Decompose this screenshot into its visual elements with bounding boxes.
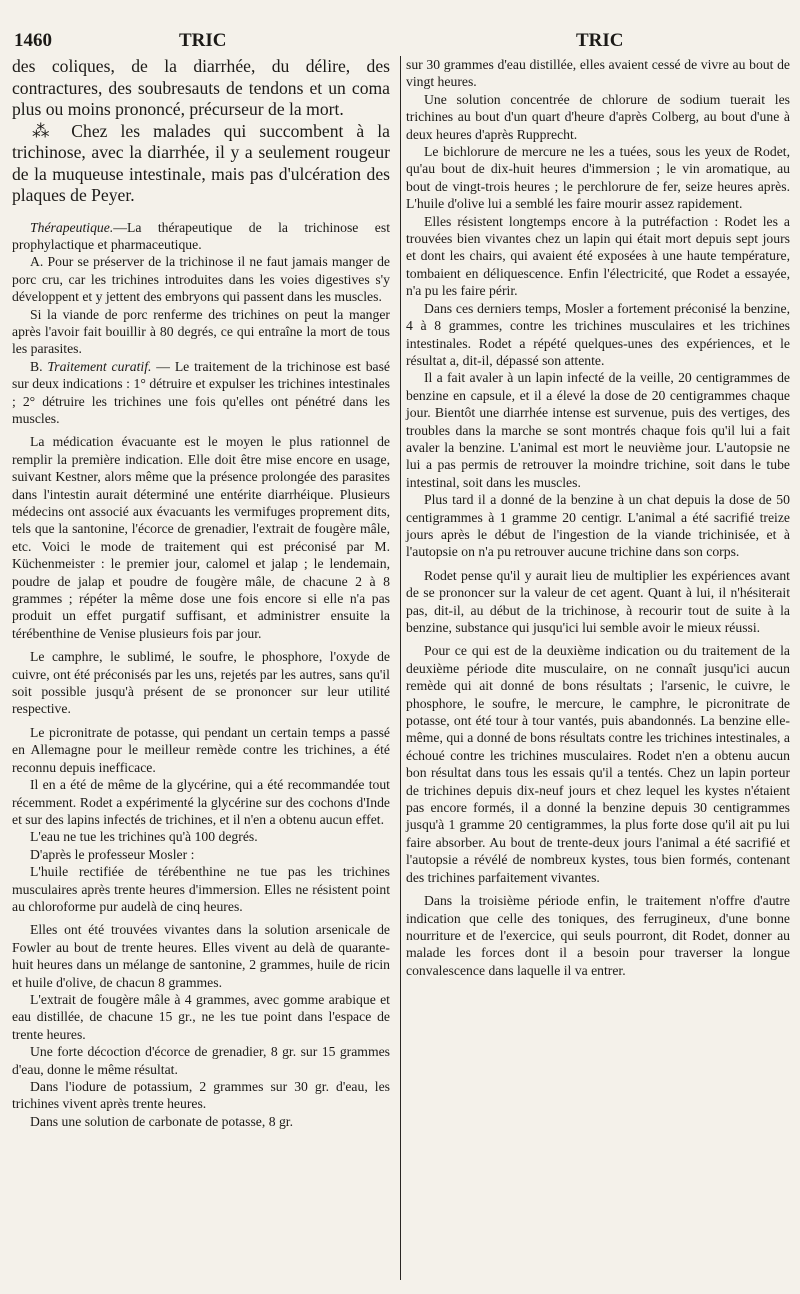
body-paragraph: Pour ce qui est de la deuxième indication ou du traitement de la deuxième période dite musculaire, on ne connaît jusqu'ici aucun remède qui ait donné de bons résultats ; l'arsenic, le cuivre, le phosphore, le soufre, le mercure, le camphre, le picronitrate de potasse, ont été tour à tour vantés, puis abandonnés. La benzine elle-même, qui a donné de bons résultats contre les trichines intestinales, a échoué contre les trichines musculaires. Rodet n'en a obtenu aucun bon résultat dans tous les essais qu'il a tentés. Chez un lapin porteur de trichines depuis dix-neuf jours et chez lequel les kystes n'étaient pas encore formés, il a donné la benzine depuis 30 centigrammes jusqu'à 1 gramme 20 centigrammes, la plus forte dose qu'il ait pu lui faire absorber. Au bout de trente-deux jours l'animal a été sacrifié et l'autopsie a révélé de nombreux kystes, tous bien formés, contenant des trichines parfaitement vivantes. [406, 643, 790, 885]
therapeutique-text: —La thérapeutique de la trichinose est prophylactique et pharmaceutique. [12, 219, 390, 252]
column-divider [400, 56, 401, 1280]
body-paragraph: Le picronitrate de potasse, qui pendant un certain temps a passé en Allemagne pour le meilleur remède contre les trichines, a été reconnu depuis inefficace. [12, 724, 390, 775]
body-paragraph: L'eau ne tue les trichines qu'à 100 degrés. [30, 829, 258, 845]
therapeutique-label: Thérapeutique. [30, 219, 114, 235]
body-paragraph: Le camphre, le sublimé, le soufre, le phosphore, l'oxyde de cuivre, ont été préconisés par les uns, rejetés par les autres, sans qu'il soit possible jusqu'à présent de se prononcer sur leur utilité respective. [12, 649, 390, 717]
intro-paragraph: ⁂ Chez les malades qui succombent à la trichinose, avec la diarrhée, il y a seulement rougeur de la muqueuse intestinale, mais pas d'ulcération des plaques de Peyer. [12, 120, 390, 205]
intro-paragraph: des coliques, de la diarrhée, du délire, des contractures, des soubresauts de tendons et un coma plus ou moins prononcé, précurseur de la mort. [12, 56, 390, 119]
left-column [12, 56, 390, 1130]
body-paragraph: A. Pour se préserver de la trichinose il ne faut jamais manger de porc cru, car les trichines introduites dans les voies digestives s'y développent et y jettent des embryons qui passent dans les muscles. [12, 254, 390, 305]
body-paragraph: Dans ces derniers temps, Mosler a fortement préconisé la benzine, 4 à 8 grammes, contre les trichines musculaires et les trichines intestinales. Rodet a répété quelques-unes des expériences, et le résultat a, dit-il, dépassé son attente. [406, 300, 790, 368]
body-paragraph: Rodet pense qu'il y aurait lieu de multiplier les expériences avant de se prononcer sur la valeur de cet agent. Quant à lui, il n'hésiterait pas, dit-il, au début de la trichinose, à recourir tout de suite à la benzine, substance qui jusqu'ici lui semble avoir le mieux réussi. [406, 567, 790, 635]
right-column [406, 56, 790, 979]
body-paragraph: Le bichlorure de mercure ne les a tuées, sous les yeux de Rodet, qu'au bout de dix-huit heures d'immersion ; le vin aromatique, au bout de vingt-trois heures ; le perchlorure de fer, seize heures après. L'huile d'olive lui a semblé les faire mourir assez rapidement. [406, 144, 790, 212]
traitement-curatif-label: Traitement curatif. [47, 358, 152, 374]
body-paragraph: Une solution concentrée de chlorure de sodium tuerait les trichines au bout d'un quart d'heure d'après Colberg, au bout d'une à deux heures d'après Rupprecht. [406, 91, 790, 142]
body-paragraph: Elles résistent longtemps encore à la putréfaction : Rodet les a trouvées bien vivantes chez un lapin qui était mort depuis sept jours et dont les chairs, qui avaient été exposées à une haute température, tombaient en déliquescence. Enfin l'électricité, que Rodet a essayée, n'a pu les faire périr. [406, 213, 790, 299]
body-paragraph: sur 30 grammes d'eau distillée, elles avaient cessé de vivre au bout de vingt heures. [406, 57, 790, 90]
body-paragraph: Elles ont été trouvées vivantes dans la solution arsenicale de Fowler au bout de trente heures. Elles vivent au delà de quarante-huit heures dans un mélange de santonine, 2 grammes, huile de ricin et huile d'olive, de chacun 8 grammes. [12, 922, 390, 990]
body-paragraph: Dans l'iodure de potassium, 2 grammes sur 30 gr. d'eau, les trichines vivent après trente heures. [12, 1079, 390, 1112]
body-paragraph: L'huile rectifiée de térébenthine ne tue pas les trichines musculaires après trente heures d'immersion. Elles ne résistent point au chloroforme pur audelà de cinq heures. [12, 864, 390, 914]
page-header [14, 30, 786, 54]
therapeutique-paragraph [12, 219, 390, 254]
body-paragraph: Plus tard il a donné de la benzine à un chat depuis la dose de 50 centigrammes à 1 gramme 20 centigr. L'animal a été sacrifié treize jours après le début de l'ingestion de la viande trichinisée, et à l'autopsie on n'a pu retrouver aucune trichine dans son corps. [406, 492, 790, 560]
traitement-curatif-text: — Le traitement de la trichinose est basé sur deux indications : 1° détruire et expulser les trichines intestinales ; 2° détruire les trichines une fois qu'elles ont pénétré dans les muscles. [12, 358, 391, 426]
traitement-curatif-paragraph [12, 358, 390, 428]
body-paragraph: La médication évacuante est le moyen le plus rationnel de remplir la première indication. Elle doit être mise encore en usage, suivant Kestner, alors même que la présence prolongée des parasites dans l'intestin aurait déterminé une entérite diarrhéique. Plusieurs médecins ont associé aux évacuants les vermifuges proprement dits, tels que la santonine, l'écorce de grenadier, l'extrait de fougère mâle, etc. Voici le mode de traitement qui est préconisé par M. Küchenmeister : le premier jour, calomel et jalap ; le lendemain, poudre de jalap et poudre de fougère mâle, de chacune 2 à 8 grammes ; répéter la même dose une fois encore si elle n'a pas produit un effet purgatif suffisant, et administrer ensuite la térébenthine de Venise plusieurs fois par jour. [12, 434, 390, 641]
body-paragraph: Dans une solution de carbonate de potasse, 8 gr. [30, 1113, 294, 1129]
body-paragraph: Il a fait avaler à un lapin infecté de la veille, 20 centigrammes de benzine en capsule, et il a élevé la dose de 20 centigrammes chaque jour. Bientôt une diarrhée intense est survenue, puis des vertiges, des troubles dans la marche se sont montrés chaque fois qu'il lui a fait avaler la benzine. L'animal est mort le neuvième jour. L'autopsie ne lui a pas permis de retrouver la moindre trichine, soit dans le tube intestinal, soit dans les muscles. [406, 370, 790, 490]
running-title-right: TRIC [576, 30, 624, 51]
body-paragraph: D'après le professeur Mosler : [30, 846, 195, 862]
body-paragraph: Il en a été de même de la glycérine, qui a été recommandée tout récemment. Rodet a expérimenté la glycérine sur des cochons d'Inde et sur des lapins infectés de trichines, et il n'en a obtenu aucun effet. [12, 777, 390, 827]
page-number: 1460 [14, 30, 52, 51]
body-paragraph: Dans la troisième période enfin, le traitement n'offre d'autre indication que celle des toniques, des ferrugineux, d'une bonne nourriture et de l'exercice, qui seuls pourront, dit Rodet, donner au malade les forces dont il a besoin pour traverser la longue convalescence dans laquelle il va entrer. [406, 893, 790, 978]
body-paragraph: L'extrait de fougère mâle à 4 grammes, avec gomme arabique et eau distillée, de chacune 15 gr., ne les tue point dans l'espace de trente heures. [12, 991, 390, 1042]
body-paragraph: Si la viande de porc renferme des trichines on peut la manger après l'avoir fait bouillir à 80 degrés, ce qui entraîne la mort de tous les parasites. [12, 306, 390, 357]
body-paragraph: Une forte décoction d'écorce de grenadier, 8 gr. sur 15 grammes d'eau, donne le même résultat. [12, 1044, 390, 1077]
b-prefix: B. [30, 358, 48, 374]
running-title-left: TRIC [179, 30, 227, 51]
